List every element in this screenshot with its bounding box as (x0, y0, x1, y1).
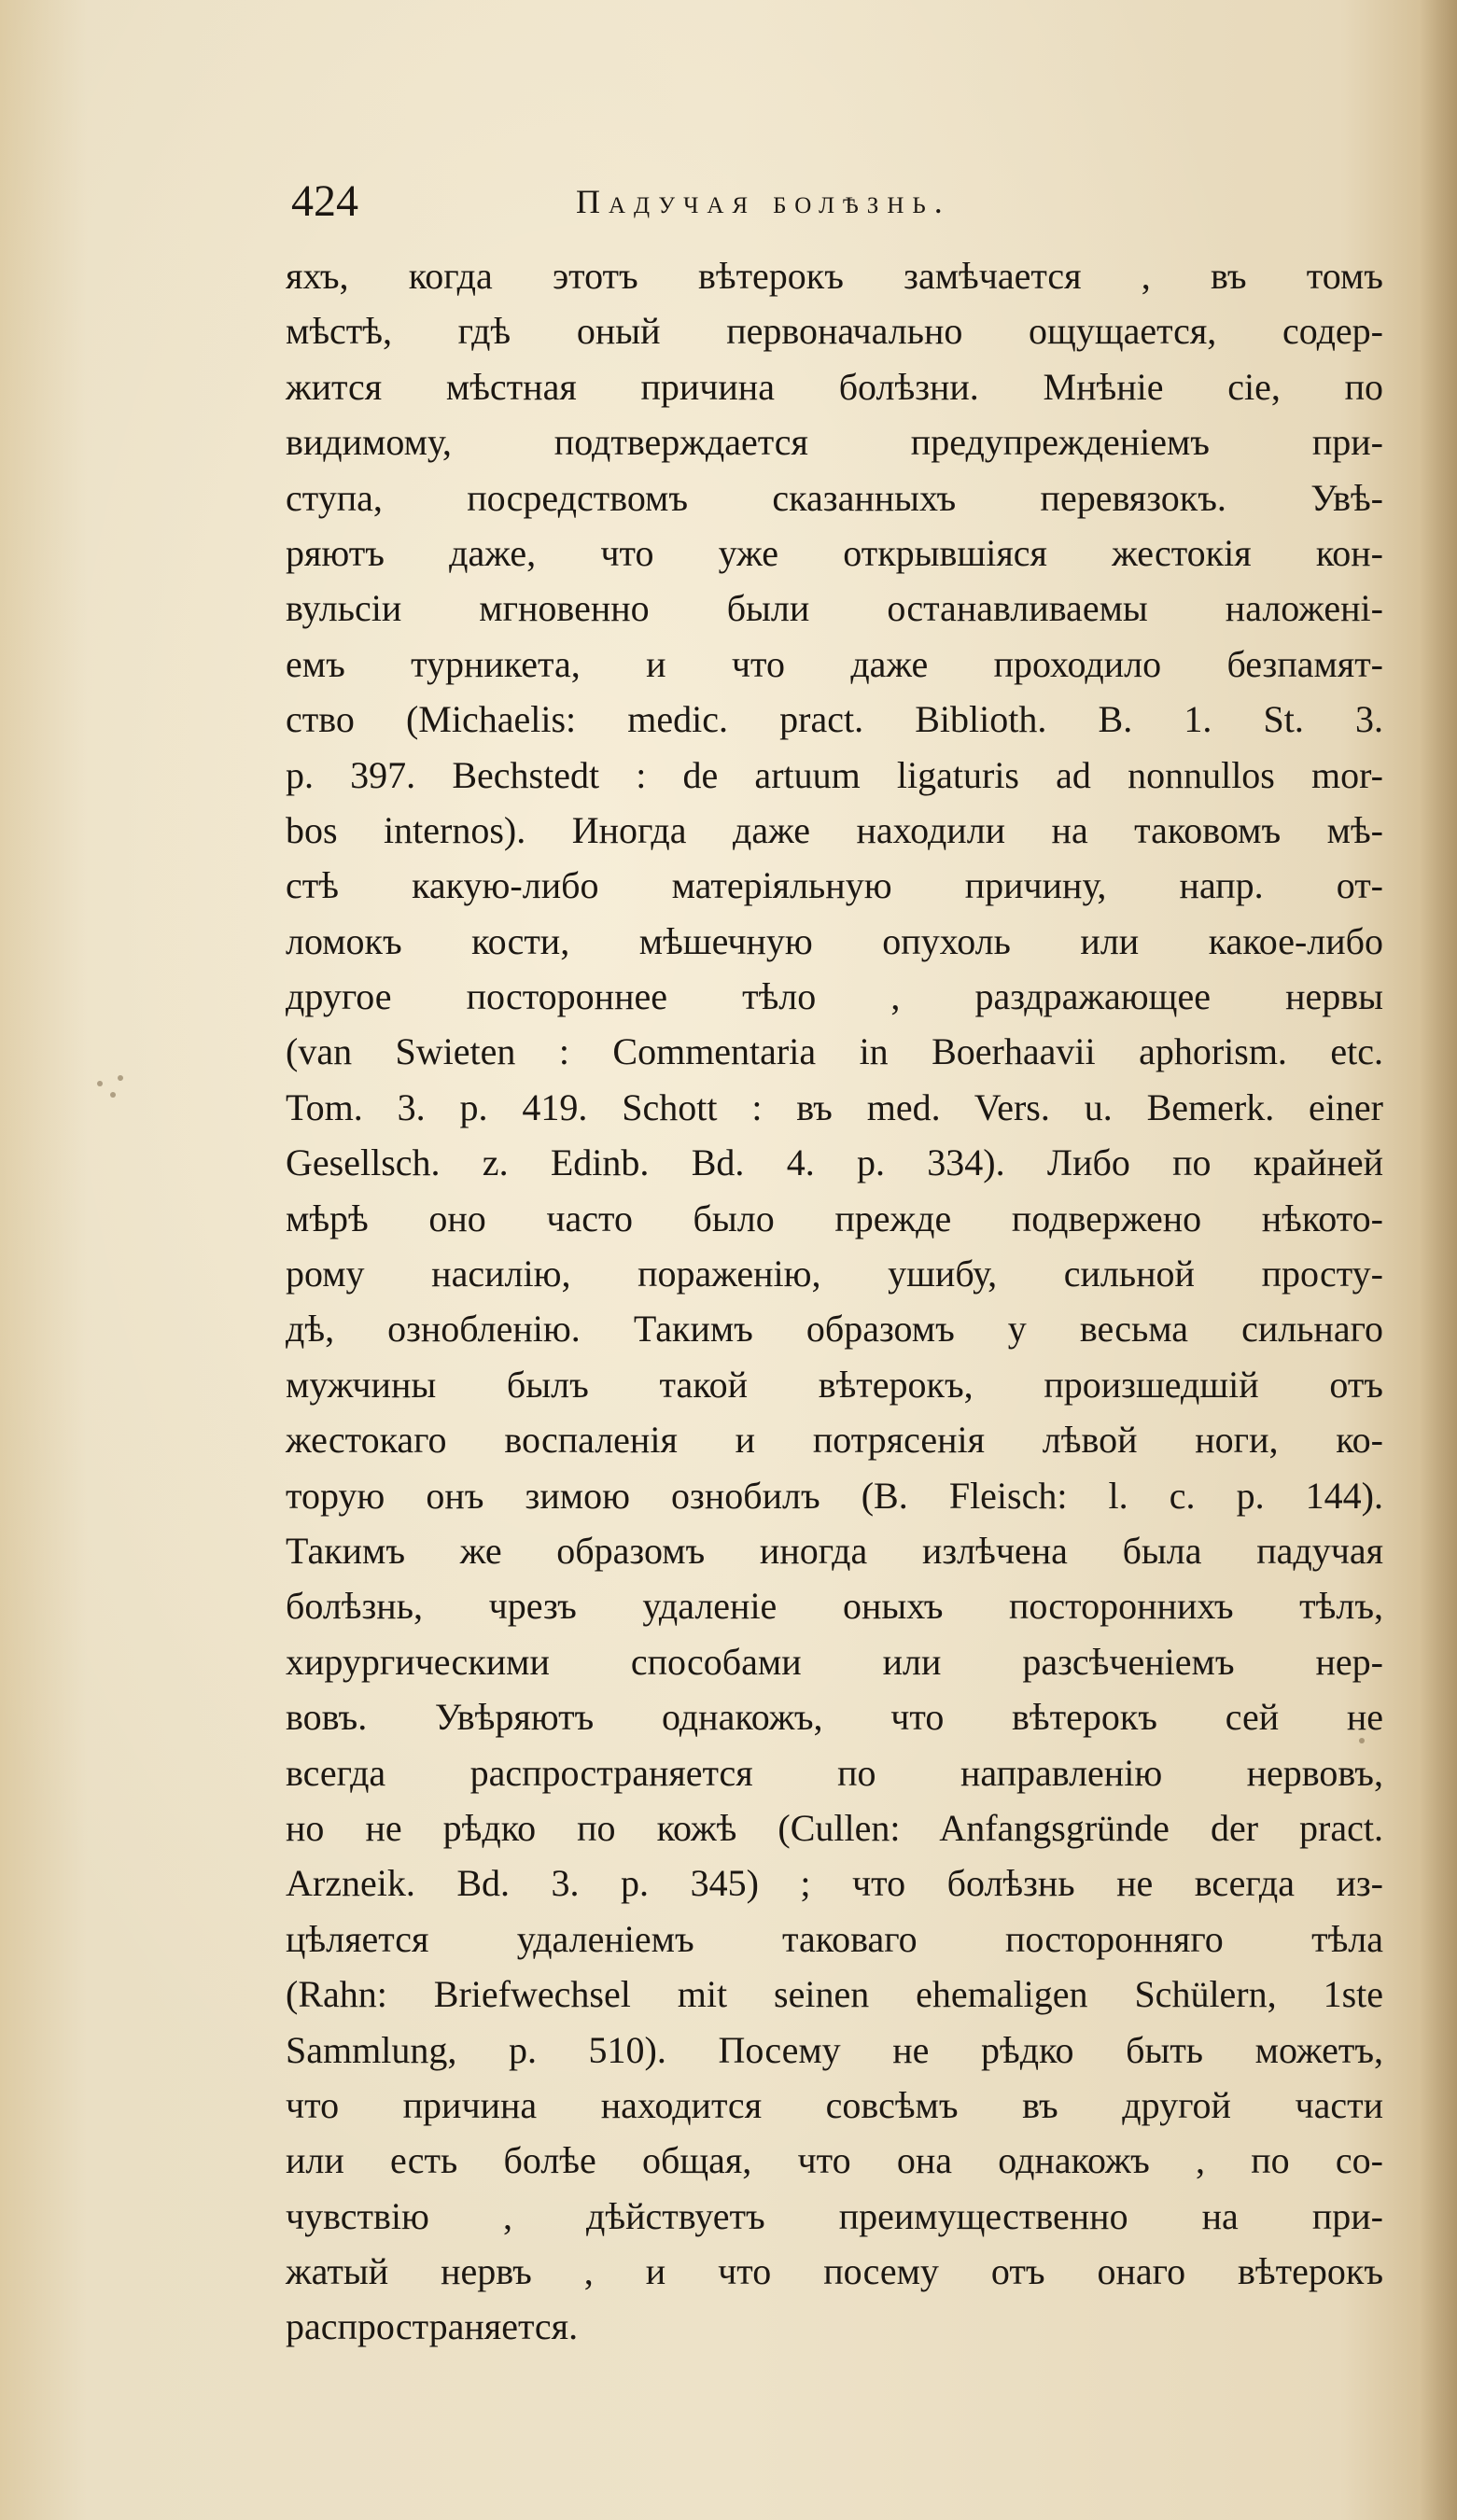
text-line: дѣ, ознобленію. Такимъ образомъ у весьма сильнаго (286, 1308, 1383, 1351)
text-line: что причина находится совсѣмъ въ другой части (286, 2083, 1383, 2126)
page-header (291, 174, 1374, 230)
text-line: или есть болѣе общая, что она однакожъ , по со- (286, 2139, 1383, 2182)
text-line: (Rahn: Briefwechsel mit seinen ehemaligen Schülern, 1ste (286, 1973, 1383, 2016)
text-line: чувствію , дѣйствуетъ преимущественно на при- (286, 2194, 1383, 2237)
text-line: p. 397. Bechstedt : de artuum ligaturis ad nonnullos mor- (286, 753, 1383, 796)
text-line: торую онъ зимою ознобилъ (B. Fleisch: l. c. p. 144). (286, 1474, 1383, 1517)
text-line: видимому, подтверждается предупрежденіемъ при- (286, 421, 1383, 464)
text-line: вовъ. Увѣряютъ однакожъ, что вѣтерокъ сей не (286, 1696, 1383, 1739)
text-line: Sammlung, p. 510). Посему не рѣдко быть можетъ, (286, 2028, 1383, 2071)
ink-speck (97, 1081, 103, 1086)
text-line: стѣ какую-либо матеріяльную причину, напр. от- (286, 864, 1383, 907)
text-line: болѣзнь, чрезъ удаленіе оныхъ постороннихъ тѣлъ, (286, 1585, 1383, 1628)
ink-speck (1359, 1738, 1365, 1743)
page-number: 424 (291, 176, 358, 226)
text-line: яхъ, когда этотъ вѣтерокъ замѣчается , въ томъ (286, 255, 1383, 297)
text-line: вульсіи мгновенно были останавливаемы наложені- (286, 587, 1383, 630)
ink-speck (118, 1075, 123, 1081)
text-line: цѣляется удаленіемъ таковаго посторонняго тѣла (286, 1917, 1383, 1960)
text-line: ство (Michaelis: medic. pract. Biblioth. B. 1. St. 3. (286, 698, 1383, 741)
ink-speck (110, 1092, 116, 1098)
text-line: ступа, посредствомъ сказанныхъ перевязокъ. Увѣ- (286, 476, 1383, 519)
text-line: хирургическими способами или разсѣченіемъ нер- (286, 1640, 1383, 1683)
text-line: мѣстѣ, гдѣ оный первоначально ощущается, содер- (286, 310, 1383, 353)
page-edge-shadow (1420, 0, 1457, 2520)
text-line: Такимъ же образомъ иногда излѣчена была падучая (286, 1529, 1383, 1572)
text-line: емъ турникета, и что даже проходило безпамят- (286, 642, 1383, 685)
text-line: ломокъ кости, мѣшечную опухоль или какое-либо (286, 919, 1383, 962)
text-line: (van Swieten : Commentaria in Boerhaavii aphorism. etc. (286, 1030, 1383, 1073)
text-line: мужчины былъ такой вѣтерокъ, произшедшій отъ (286, 1363, 1383, 1406)
text-line: жестокаго воспаленія и потрясенія лѣвой ноги, ко- (286, 1419, 1383, 1462)
text-line: всегда распространяется по направленію нервовъ, (286, 1751, 1383, 1794)
running-title: Падучая болѣзнь. (576, 183, 951, 220)
text-line: bos internos). Иногда даже находили на таковомъ мѣ- (286, 808, 1383, 851)
text-line: распространяется. (286, 2305, 579, 2348)
text-line: но не рѣдко по кожѣ (Cullen: Anfangsgründe der pract. (286, 1806, 1383, 1849)
text-line: ряютъ даже, что уже открывшіяся жестокія кон- (286, 531, 1383, 574)
text-line: жатый нервъ , и что посему отъ онаго вѣтерокъ (286, 2250, 1383, 2293)
text-line: рому насилію, пораженію, ушибу, сильной просту- (286, 1253, 1383, 1295)
text-line: Tom. 3. p. 419. Schott : въ med. Vers. u. Bemerk. einer (286, 1085, 1383, 1128)
text-line: жится мѣстная причина болѣзни. Мнѣніе сіе, по (286, 365, 1383, 408)
text-line: другое постороннее тѣло , раздражающее нервы (286, 975, 1383, 1018)
body-text (286, 248, 1383, 2355)
text-line: мѣрѣ оно часто было прежде подвержено нѣкото- (286, 1197, 1383, 1239)
text-line: Gesellsch. z. Edinb. Bd. 4. p. 334). Либо по крайней (286, 1141, 1383, 1184)
text-line: Arzneik. Bd. 3. p. 345) ; что болѣзнь не всегда из- (286, 1862, 1383, 1905)
